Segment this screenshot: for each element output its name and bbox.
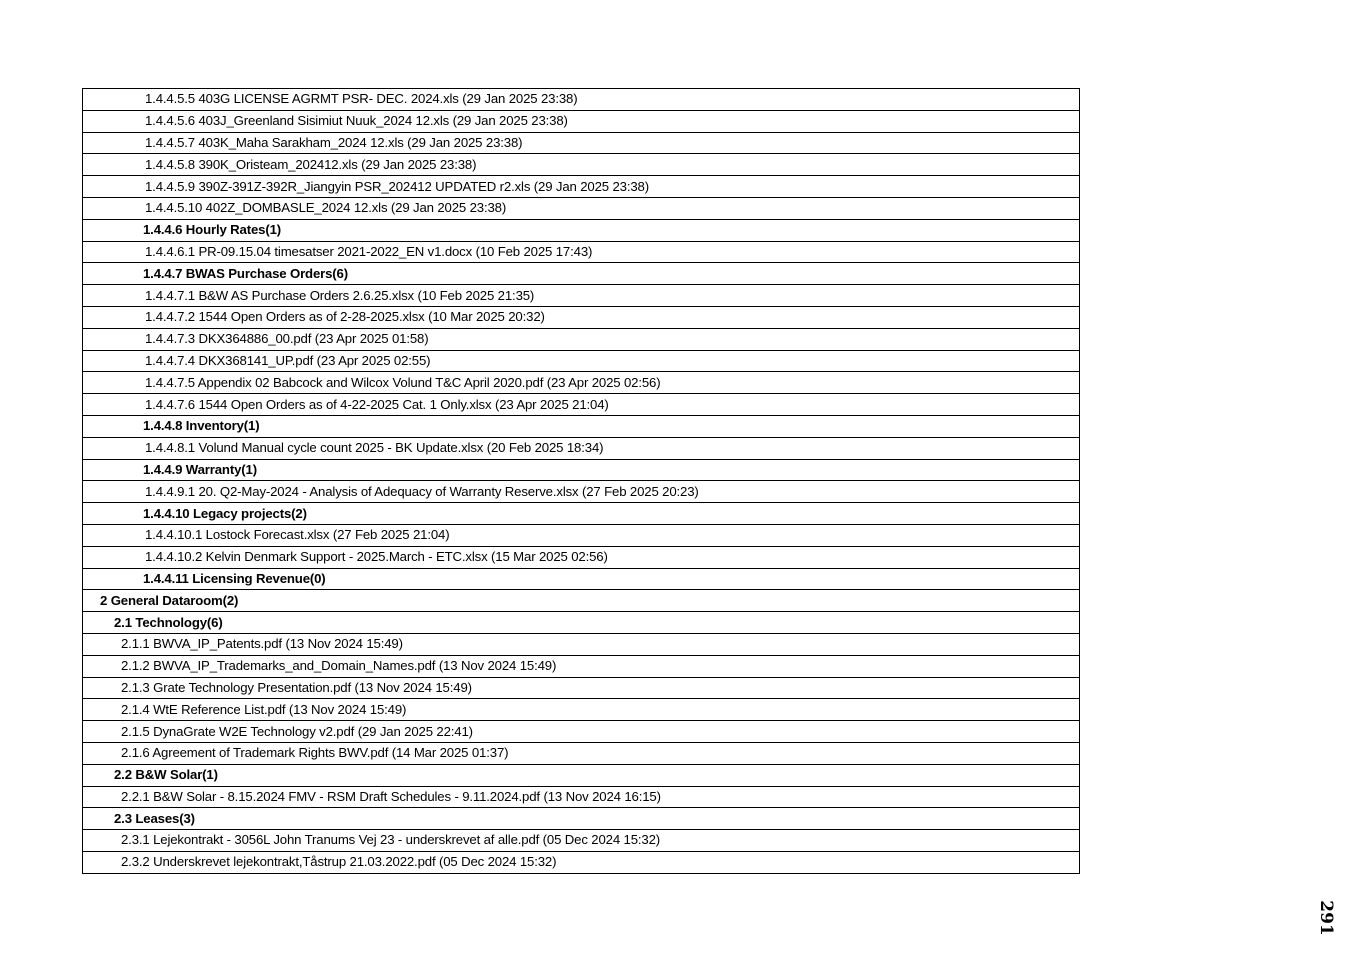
file-entry: 1.4.4.5.7 403K_Maha Sarakham_2024 12.xls (29 Jan 2025 23:38)	[83, 132, 1080, 154]
file-row	[83, 350, 1080, 372]
file-entry: 2.3.1 Lejekontrakt - 3056L John Tranums Vej 23 - underskrevet af alle.pdf (05 Dec 2024 15:32)	[83, 830, 1080, 852]
folder-row	[83, 808, 1080, 830]
file-row	[83, 176, 1080, 198]
file-row	[83, 830, 1080, 852]
folder-row	[83, 764, 1080, 786]
file-row	[83, 306, 1080, 328]
section-heading: 2 General Dataroom(2)	[83, 590, 1080, 612]
folder-row	[83, 415, 1080, 437]
folder-heading: 1.4.4.8 Inventory(1)	[83, 415, 1080, 437]
file-row	[83, 89, 1080, 111]
folder-row	[83, 459, 1080, 481]
folder-heading: 2.2 B&W Solar(1)	[83, 764, 1080, 786]
file-row	[83, 633, 1080, 655]
folder-row	[83, 503, 1080, 525]
file-entry: 1.4.4.7.1 B&W AS Purchase Orders 2.6.25.xlsx (10 Feb 2025 21:35)	[83, 285, 1080, 307]
file-row	[83, 241, 1080, 263]
section-row	[83, 590, 1080, 612]
folder-heading: 1.4.4.6 Hourly Rates(1)	[83, 219, 1080, 241]
folder-heading: 2.1 Technology(6)	[83, 612, 1080, 634]
file-row	[83, 721, 1080, 743]
file-entry: 1.4.4.6.1 PR-09.15.04 timesatser 2021-2022_EN v1.docx (10 Feb 2025 17:43)	[83, 241, 1080, 263]
file-entry: 1.4.4.8.1 Volund Manual cycle count 2025 - BK Update.xlsx (20 Feb 2025 18:34)	[83, 437, 1080, 459]
file-entry: 1.4.4.7.2 1544 Open Orders as of 2-28-2025.xlsx (10 Mar 2025 20:32)	[83, 306, 1080, 328]
file-entry: 2.2.1 B&W Solar - 8.15.2024 FMV - RSM Draft Schedules - 9.11.2024.pdf (13 Nov 2024 16:15)	[83, 786, 1080, 808]
file-entry: 1.4.4.5.6 403J_Greenland Sisimiut Nuuk_2024 12.xls (29 Jan 2025 23:38)	[83, 110, 1080, 132]
file-row	[83, 851, 1080, 873]
file-row	[83, 132, 1080, 154]
file-row	[83, 742, 1080, 764]
folder-heading: 2.3 Leases(3)	[83, 808, 1080, 830]
file-row	[83, 328, 1080, 350]
folder-heading: 1.4.4.9 Warranty(1)	[83, 459, 1080, 481]
file-entry: 1.4.4.5.8 390K_Oristeam_202412.xls (29 Jan 2025 23:38)	[83, 154, 1080, 176]
file-entry: 2.1.3 Grate Technology Presentation.pdf (13 Nov 2024 15:49)	[83, 677, 1080, 699]
file-entry: 1.4.4.7.4 DKX368141_UP.pdf (23 Apr 2025 02:55)	[83, 350, 1080, 372]
file-entry: 2.1.5 DynaGrate W2E Technology v2.pdf (29 Jan 2025 22:41)	[83, 721, 1080, 743]
folder-row	[83, 612, 1080, 634]
file-entry: 2.1.2 BWVA_IP_Trademarks_and_Domain_Names.pdf (13 Nov 2024 15:49)	[83, 655, 1080, 677]
dataroom-index-table	[82, 88, 1080, 874]
file-row	[83, 524, 1080, 546]
page-number: 291	[1315, 900, 1336, 936]
file-row	[83, 197, 1080, 219]
file-entry: 2.1.1 BWVA_IP_Patents.pdf (13 Nov 2024 15:49)	[83, 633, 1080, 655]
file-entry: 1.4.4.10.2 Kelvin Denmark Support - 2025.March - ETC.xlsx (15 Mar 2025 02:56)	[83, 546, 1080, 568]
file-row	[83, 110, 1080, 132]
folder-heading: 1.4.4.7 BWAS Purchase Orders(6)	[83, 263, 1080, 285]
file-entry: 1.4.4.5.10 402Z_DOMBASLE_2024 12.xls (29 Jan 2025 23:38)	[83, 197, 1080, 219]
file-entry: 1.4.4.10.1 Lostock Forecast.xlsx (27 Feb 2025 21:04)	[83, 524, 1080, 546]
file-entry: 1.4.4.5.5 403G LICENSE AGRMT PSR- DEC. 2024.xls (29 Jan 2025 23:38)	[83, 89, 1080, 111]
file-row	[83, 786, 1080, 808]
folder-row	[83, 263, 1080, 285]
folder-row	[83, 219, 1080, 241]
folder-heading: 1.4.4.11 Licensing Revenue(0)	[83, 568, 1080, 590]
file-row	[83, 481, 1080, 503]
folder-row	[83, 568, 1080, 590]
file-row	[83, 154, 1080, 176]
file-row	[83, 655, 1080, 677]
file-row	[83, 437, 1080, 459]
file-row	[83, 699, 1080, 721]
file-row	[83, 394, 1080, 416]
file-row	[83, 677, 1080, 699]
file-entry: 2.3.2 Underskrevet lejekontrakt,Tåstrup 21.03.2022.pdf (05 Dec 2024 15:32)	[83, 851, 1080, 873]
file-entry: 1.4.4.7.5 Appendix 02 Babcock and Wilcox Volund T&C April 2020.pdf (23 Apr 2025 02:56)	[83, 372, 1080, 394]
file-entry: 2.1.4 WtE Reference List.pdf (13 Nov 2024 15:49)	[83, 699, 1080, 721]
file-entry: 1.4.4.7.6 1544 Open Orders as of 4-22-2025 Cat. 1 Only.xlsx (23 Apr 2025 21:04)	[83, 394, 1080, 416]
file-entry: 1.4.4.7.3 DKX364886_00.pdf (23 Apr 2025 01:58)	[83, 328, 1080, 350]
file-entry: 1.4.4.9.1 20. Q2-May-2024 - Analysis of Adequacy of Warranty Reserve.xlsx (27 Feb 2025 20:23)	[83, 481, 1080, 503]
file-entry: 2.1.6 Agreement of Trademark Rights BWV.pdf (14 Mar 2025 01:37)	[83, 742, 1080, 764]
file-row	[83, 372, 1080, 394]
file-row	[83, 285, 1080, 307]
folder-heading: 1.4.4.10 Legacy projects(2)	[83, 503, 1080, 525]
file-row	[83, 546, 1080, 568]
file-entry: 1.4.4.5.9 390Z-391Z-392R_Jiangyin PSR_202412 UPDATED r2.xls (29 Jan 2025 23:38)	[83, 176, 1080, 198]
